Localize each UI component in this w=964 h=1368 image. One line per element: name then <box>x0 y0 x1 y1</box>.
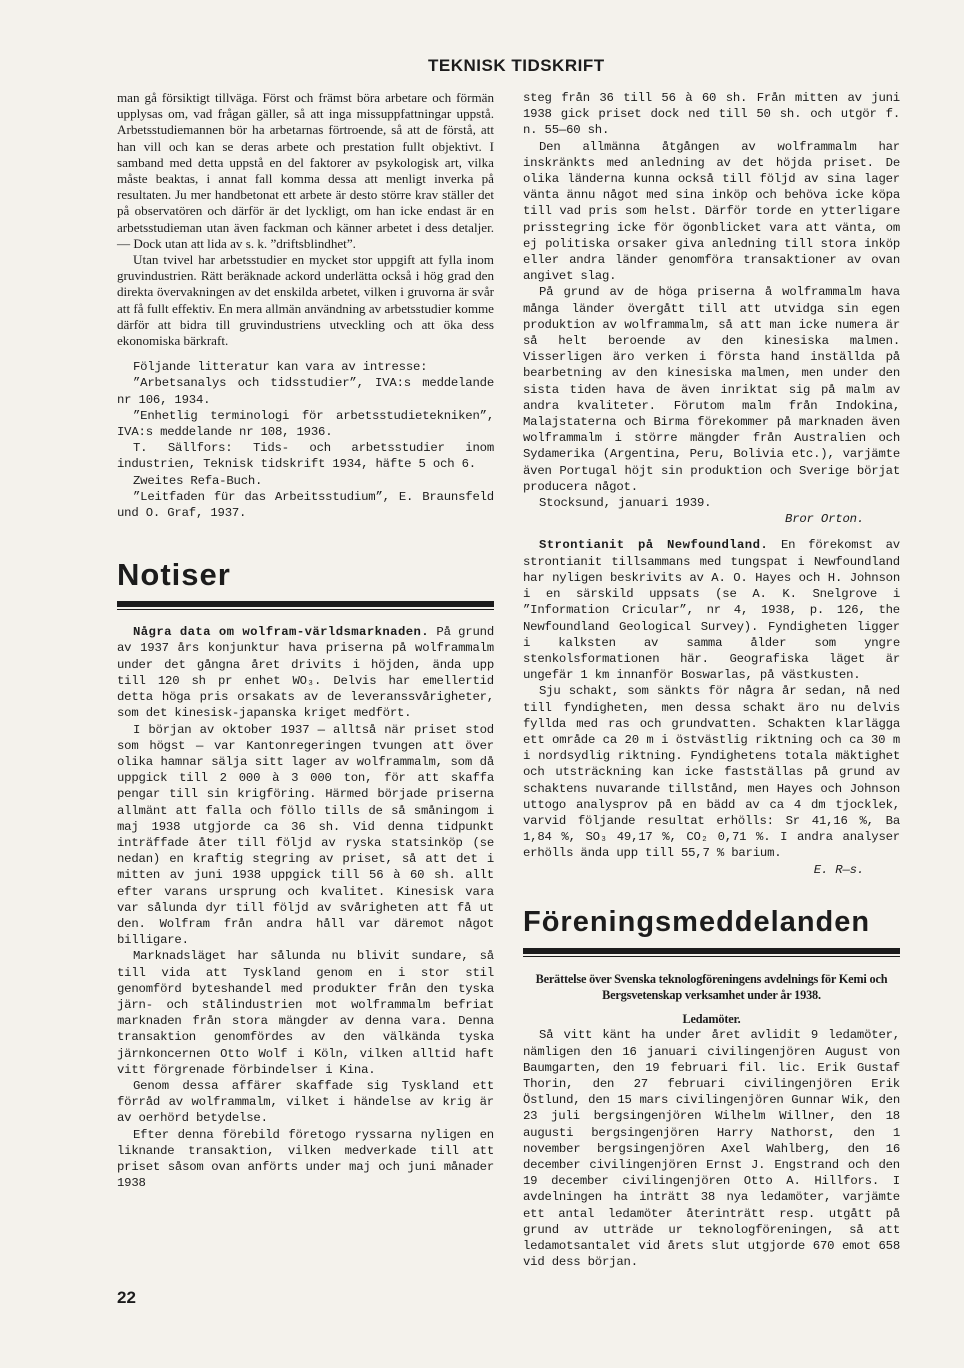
notiser-heading: Notiser <box>117 557 231 593</box>
strontianit-lead-text: En förekomst av strontianit tillsammans med tungspat i Newfoundland har nyligen beskrivits av A. O. Hayes och H. Johnson i en särskild uppsats (se A. K. Snelgrove i ”Information Cricular”, nr 4, 1938, p. 126, the Newfoundland Geological Survey). Fyndigheten ligger i kalksten av samma ålder som yngre stenkolsformationen här. Geografiska läget är ungefär 1 km innanför Boswarlas, på västkusten. <box>523 538 900 683</box>
reference-item: ”Arbetsanalys och tidsstudier”, IVA:s meddelande nr 106, 1934. <box>117 376 494 407</box>
wolfram-paragraph: Genom dessa affärer skaffade sig Tyskland ett förråd av wolframmalm, vilket i händelse av krig är av oerhörd betydelse. <box>117 1078 494 1126</box>
intro-paragraph: man gå försiktigt tillväga. Först och främst böra arbetare och förmän upplysas om, vad frågan gäller, så att inga missuppfattningar uppstå. Arbetsstudiemannen bör ha arbetarnas förtroende, så att de förstå, att han vill och kan se deras arbete och prestation fullt objektivt. I samband med detta uppstå en del faktorer av psykologisk art, vilka måste beaktas, i annat fall komma dessa att menligt inverka på resultaten. Ju mer handbetonat ett arbete är desto större krav ställer det på observatören och därför är det lyckligt, om han icke endast är en arbetsstudieman utan även fackman och känner arbetet i dess detaljer. — Dock utan att lida av s. k. ”driftsblindhet”. <box>117 90 494 251</box>
wolfram-author: Bror Orton. <box>785 512 864 527</box>
strontianit-paragraph: Sju schakt, som sänkts för några år sedan, nå ned till fyndigheten, men dessa schakt äro nu delvis fyllda med ras och grundvatten. Schakten klarläggа ett område ca 20 m i östvästlig riktning och ca 30 m i nordsydlig riktning. Fyndighetens totala mäktighet och utsträckning kan icke fastställas på grund av schaktens nuvarande tillstånd, men Hayes och Johnson uttogo analysprov på en bädd av ca 4 dm tjocklek, varvid följande resultat erhölls: Sr 41,16 %, Ba 1,84 %, SO₃ 49,17 %, CO₂ 0,71 %. I andra analyser erhölls ända upp till 55,7 % barium. <box>523 684 900 861</box>
ledamoter-heading: Ledamöter. <box>682 1012 741 1027</box>
wolfram-article <box>117 624 494 1191</box>
heading-rule <box>523 948 900 954</box>
reference-item: T. Sällfors: Tids- och arbetsstudier inom industrien, Teknisk tidskrift 1934, häfte 5 och 6. <box>117 441 494 472</box>
wolfram-continued-paragraph: På grund av de höga priserna å wolframmalm hava många länder övergått till att utvidga sin egen produktion av wolframmalm, så att man icke numera är så helt beroende av den kinesiska malmen. Visserligen äro verken i första hand inställda på bearbetning av den kinesiska malmen, men under den sista tiden hava de även inriktat sig på malm av andra kvaliteter. Förutom malm från Indokina, Malajstaterna och Birma förekommer på marknaden även wolframmalm i större mängder från Australien och Sydamerika (Argentina, Peru, Bolivia etc.), varjämte även Portugal höjt sin produktion och Sverige börjat producera något. <box>523 285 900 494</box>
strontianit-title: Strontianit på Newfoundland. <box>539 538 769 553</box>
foreningsmeddelanden-heading: Föreningsmeddelanden <box>523 905 871 938</box>
ledamoter-paragraph: Så vitt känt ha under året avlidit 9 ledamöter, nämligen den 16 januari civilingenjören August von Baumgarten, den 19 februari fil. lic. Erik Gustaf Thorin, den 27 februari civilingenjören Erik Östlund, den 15 mars civilingenjören Gunnar Wik, den 23 juli bergsingenjören Wilhelm Willner, den 18 augusti bergsingenjören Harry Nathorst, den 1 november bergsingenjören Axel Wahlberg, den 16 december civilingenjören Ernst J. Engstrand och den 19 december civilingenjören Otto A. Hillfors. I avdelningen ha inträtt 38 nya ledamöter, varjämte ett antal ledamöter återinträtt resp. utgått på grund av utträde ur teknologföreningen, så att ledamotsantalet vid årets slut utgjorde 670 emot 658 vid dess början. <box>523 1028 900 1270</box>
wolfram-continued-paragraph: steg från 36 till 56 à 60 sh. Från mitten av juni 1938 gick priset dock ned till 50 sh. och utgör f. n. 55—60 sh. <box>523 91 900 138</box>
reference-item: Zweites Refa-Buch. <box>133 473 263 488</box>
right-column <box>523 90 900 1270</box>
intro-paragraph: Utan tvivel har arbetsstudier en mycket stor uppgift att fylla inom gruvindustrien. Rätt beräknade ackord underlätta också i hög grad den direkta övervakningen av det enskilda arbetet, vilken i gruvorna är svår att få fullt effektiv. En mera allmän användning av arbetsstudier komme därför att bidra till gruvindustriens utveckling och att öka dess ekonomiska bärkraft. <box>117 252 494 349</box>
wolfram-paragraph: Marknadsläget har sålunda nu blivit sundare, så till vida att Tyskland genom en i stor stil genomförd byteshandel med produkter från den tyska järn- och stålindustrien mot wolframmalm befriat marknaden från stora mängder av denna vara. Denna transaktion genomfördes av den välkända tyska järnkoncernen Otto Wolf i Köln, vilken alltid haft vitt förgrenade förbindelser i Kina. <box>117 949 494 1077</box>
wolfram-lead-text: På grund av 1937 års konjunktur hava priserna på wolframmalm under det gångna året drivits i höjden, ända upp till 120 sh pr enhet WO₃. Delvis har emellertid detta höga pris orsakats av de leveranssvårigheter, som det kinesisk-japanska kriget medfört. <box>117 625 494 721</box>
references-intro: Följande litteratur kan vara av intresse: <box>133 360 428 375</box>
journal-masthead: TEKNISK TIDSKRIFT <box>428 56 605 75</box>
report-title: Berättelse över Svenska teknologföreningens avdelnings för Kemi och Bergsvetenskap verksamhet under år 1938. <box>535 971 888 1002</box>
page-number: 22 <box>117 1288 136 1307</box>
references-list <box>117 359 494 521</box>
strontianit-author: E. R—s. <box>813 862 864 877</box>
reference-item: ”Enhetlig terminologi för arbetsstudietekniken”, IVA:s meddelande nr 108, 1936. <box>117 408 494 440</box>
heading-rule <box>117 601 494 607</box>
left-column <box>117 90 494 1191</box>
wolfram-dateline: Stocksund, januari 1939. <box>539 496 712 511</box>
wolfram-continued-paragraph: Den allmänna åtgången av wolframmalm har inskränkts med anledning av det höjda priset. De olika länderna kunna också till följd av sina lager vänta ännu något med sina inköp och behöva icke köpa till vad pris som helst. Därför torde en ytterligare prisstegring icke för ögonblicket vara att vänta, om ej politiska orsaker giva anledning till stora inköp eller andra länder genomföra transaktioner av ovan angivet slag. <box>523 139 900 284</box>
reference-item: ”Leitfaden für das Arbeitsstudium”, E. Braunsfeld und O. Graf, 1937. <box>117 489 494 521</box>
wolfram-paragraph: Efter denna förebild företogo ryssarna nyligen en liknande transaktion, vilken medverkade till att priset såsom ovan anförts under maj och juni månader 1938 <box>117 1127 494 1191</box>
wolfram-paragraph: I början av oktober 1937 — alltså när priset stod som högst — var Kantonregeringen tvungen att över olika hamnar sälja sitt lager av wolframmalm, som då uppgick till 2 000 à 3 000 ton, för att skaffa pengar till sin krigföring. Härmed började priserna allmänt att falla och föllo tills de så småningom i maj 1938 utgjorde ca 36 sh. Vid denna tidpunkt inträffade åter till följd av ryska statsinköp (se nedan) en kraftig stegring av priset, så att det i mitten av juni 1938 uppgick till 56 à 60 sh. allt efter varans ursprung och kvalitet. Kinesisk vara var sålunda dyr till följd av svårigheten att få ut den. Wolfram från andra håll var däremot något billigare. <box>117 722 494 948</box>
wolfram-title: Några data om wolfram-världsmarknaden. <box>133 625 430 640</box>
